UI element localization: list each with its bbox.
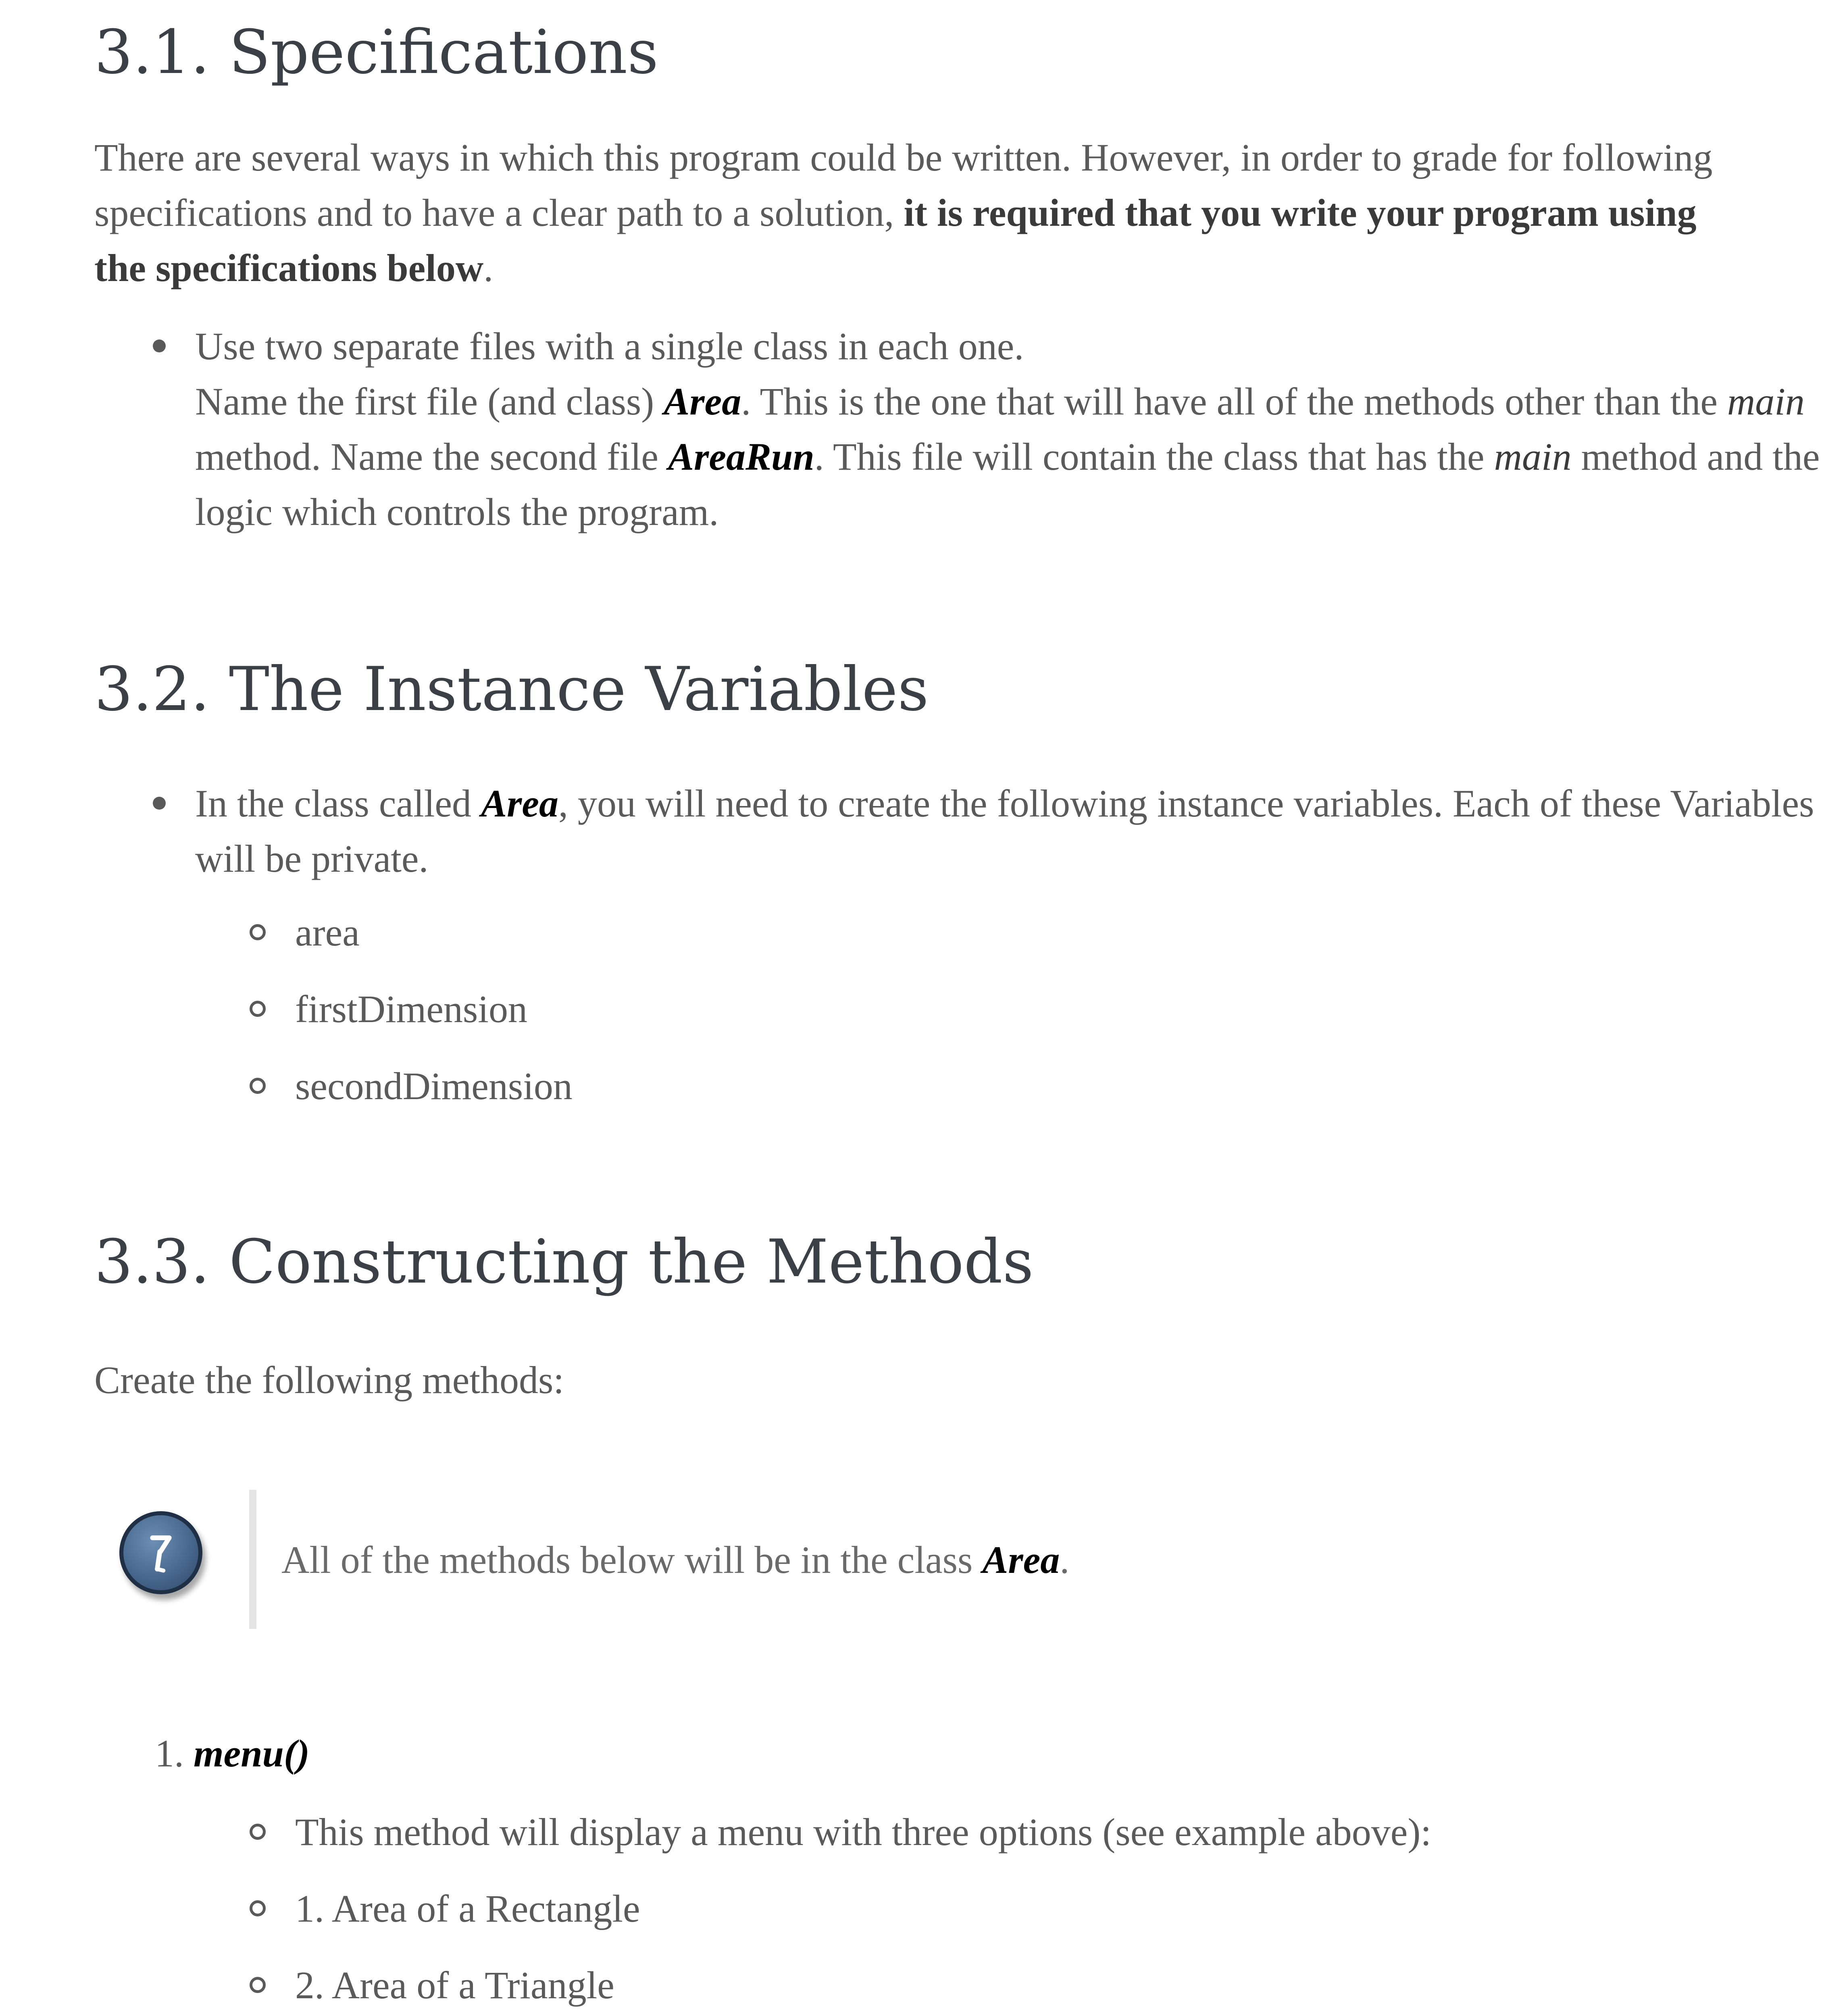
instance-vars-text-1: In the class called xyxy=(195,782,481,825)
bullet-dot xyxy=(153,797,166,810)
method-detail-text: 2. Area of a Triangle xyxy=(295,1964,614,2007)
bullet-circle xyxy=(250,1977,266,1993)
method-detail xyxy=(295,1881,640,1936)
specs-intro-bold: it is required that you write your program using the specifications below xyxy=(94,191,1697,289)
instance-vars-bullet xyxy=(195,776,1822,886)
specs-bullet-p1: Name the first file (and class) xyxy=(195,380,664,423)
note-text-end: . xyxy=(1060,1538,1070,1581)
specs-intro-end: . xyxy=(483,246,494,289)
specs-bullet-p2: . This is the one that will have all of the methods other than the xyxy=(741,380,1727,423)
specs-bullet-body xyxy=(195,374,1822,539)
bullet-circle xyxy=(250,1824,266,1840)
method-detail xyxy=(295,1958,614,2013)
main-keyword: main xyxy=(1494,435,1572,478)
class-name-arearun: AreaRun xyxy=(668,435,814,478)
instance-var-item xyxy=(295,905,360,960)
note-divider xyxy=(249,1490,256,1629)
bullet-circle xyxy=(250,924,266,940)
method-name: menu() xyxy=(194,1732,310,1775)
bullet-dot xyxy=(153,339,166,352)
instance-var-item xyxy=(295,981,527,1037)
info-glyph xyxy=(123,1515,198,1590)
method-item xyxy=(155,1726,310,1781)
bullet-circle xyxy=(250,1078,266,1094)
class-name-area: Area xyxy=(481,782,559,825)
specs-bullet xyxy=(195,319,1822,539)
method-item-number: 1. xyxy=(155,1732,184,1775)
class-name-area: Area xyxy=(982,1538,1060,1581)
specs-bullet-line1: Use two separate files with a single class in each one. xyxy=(195,325,1024,368)
method-detail xyxy=(295,1804,1431,1860)
instance-vars-text-2: , you will need to create the following instance variables. Each of these Variables will be private. xyxy=(195,782,1814,880)
info-icon xyxy=(119,1511,202,1594)
specs-intro xyxy=(94,130,1747,296)
note-text xyxy=(281,1532,1069,1587)
instance-var-name: firstDimension xyxy=(295,987,527,1031)
bullet-circle xyxy=(250,1001,266,1017)
class-name-area: Area xyxy=(664,380,741,423)
main-keyword: main xyxy=(1727,380,1805,423)
heading-instance-variables: 3.2. The Instance Variables xyxy=(94,654,929,725)
note-text-main: All of the methods below will be in the class xyxy=(281,1538,983,1581)
method-detail-text: 1. Area of a Rectangle xyxy=(295,1887,640,1930)
heading-constructing-methods: 3.3. Constructing the Methods xyxy=(94,1227,1034,1297)
specs-intro-text: There are several ways in which this program could be written. However, in order to grade for following specifications and to have a clear path to a solution, xyxy=(94,136,1713,234)
bullet-circle xyxy=(250,1900,266,1916)
specs-bullet-p3: method. Name the second file xyxy=(195,435,668,478)
instance-var-item xyxy=(295,1058,573,1114)
heading-specifications: 3.1. Specifications xyxy=(94,17,659,87)
instance-var-name: area xyxy=(295,911,360,954)
specs-bullet-p4: . This file will contain the class that has the xyxy=(814,435,1494,478)
methods-intro: Create the following methods: xyxy=(94,1358,564,1402)
method-detail-text: This method will display a menu with three options (see example above): xyxy=(295,1810,1431,1854)
specs-bullet-p5: method and the logic which controls the program. xyxy=(195,435,1820,533)
instance-var-name: secondDimension xyxy=(295,1064,573,1108)
